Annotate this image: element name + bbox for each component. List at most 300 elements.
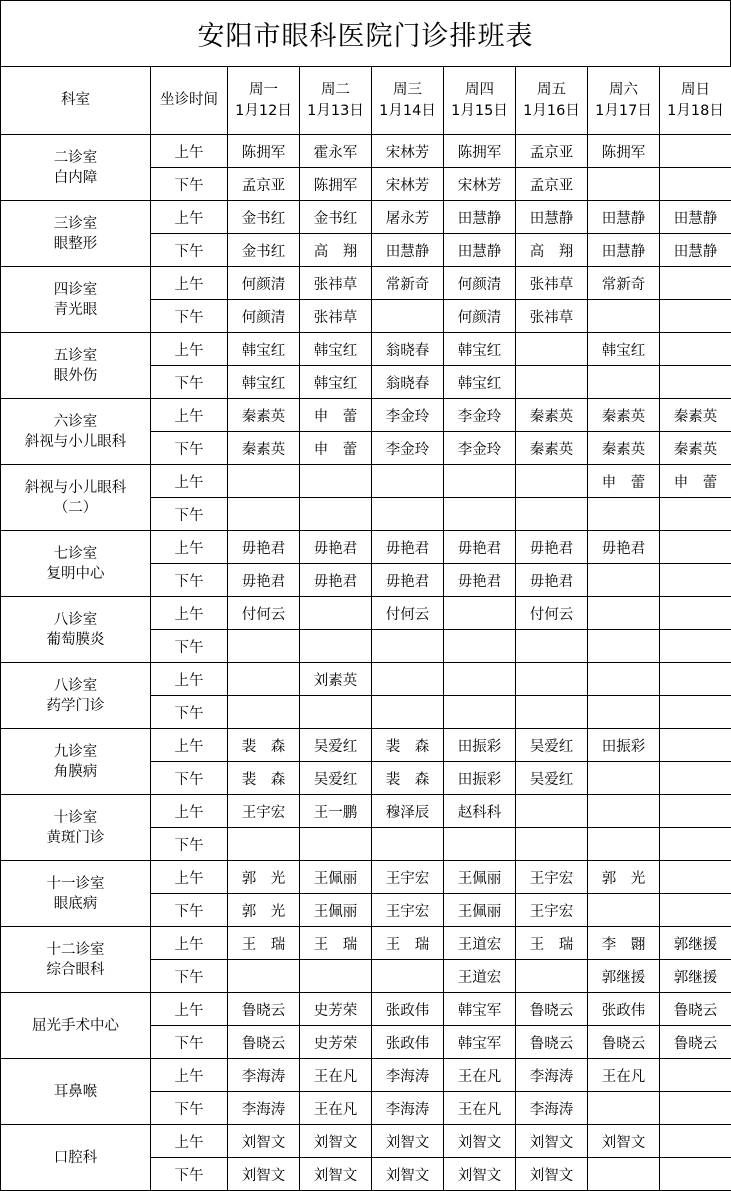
- doctor-cell: 鲁晓云: [516, 1026, 588, 1059]
- doctor-cell: 高 翔: [516, 234, 588, 267]
- doctor-cell: [228, 498, 300, 531]
- table-row: [1, 333, 731, 366]
- dept-name: 屈光手术中心: [32, 1017, 119, 1034]
- day-name: 周日: [681, 81, 710, 98]
- doctor-cell: 刘智文: [372, 1125, 444, 1158]
- dept-name: 三诊室: [53, 215, 98, 232]
- doctor-cell: [300, 696, 372, 729]
- doctor-cell: [660, 861, 731, 894]
- doctor-cell: 毋艳君: [228, 531, 300, 564]
- table-row: [1, 927, 731, 960]
- doctor-cell: 申 蕾: [588, 465, 660, 498]
- doctor-cell: [660, 729, 731, 762]
- doctor-cell: 鲁晓云: [228, 993, 300, 1026]
- doctor-cell: 何颜清: [444, 300, 516, 333]
- doctor-cell: 裴 森: [372, 729, 444, 762]
- doctor-cell: 王宇宏: [516, 894, 588, 927]
- doctor-cell: [516, 333, 588, 366]
- day-name: 周二: [321, 81, 350, 98]
- slot-label: 下午: [151, 498, 228, 531]
- doctor-cell: 李金玲: [372, 432, 444, 465]
- doctor-cell: [588, 300, 660, 333]
- doctor-cell: [444, 597, 516, 630]
- doctor-cell: 毋艳君: [300, 531, 372, 564]
- table-row: [1, 135, 731, 168]
- doctor-cell: 韩宝红: [300, 366, 372, 399]
- dept-name: 八诊室: [53, 677, 98, 694]
- doctor-cell: 张祎草: [300, 267, 372, 300]
- doctor-cell: [588, 696, 660, 729]
- day-date: 1月18日: [667, 102, 724, 119]
- doctor-cell: [516, 663, 588, 696]
- doctor-cell: [588, 894, 660, 927]
- doctor-cell: [516, 630, 588, 663]
- doctor-cell: 王佩丽: [444, 861, 516, 894]
- day-date: 1月12日: [235, 102, 292, 119]
- doctor-cell: [660, 894, 731, 927]
- doctor-cell: [660, 300, 731, 333]
- doctor-cell: 毋艳君: [444, 564, 516, 597]
- dept-cell: [1, 1059, 151, 1125]
- doctor-cell: 郭 光: [228, 894, 300, 927]
- doctor-cell: 刘智文: [516, 1158, 588, 1191]
- header-day: [516, 67, 588, 135]
- doctor-cell: 金书红: [228, 234, 300, 267]
- day-name: 周五: [537, 81, 566, 98]
- doctor-cell: 刘智文: [444, 1125, 516, 1158]
- table-row: [1, 993, 731, 1026]
- slot-label: 下午: [151, 630, 228, 663]
- doctor-cell: [660, 531, 731, 564]
- doctor-cell: 田慧静: [372, 234, 444, 267]
- dept-subtitle: 葡萄膜炎: [46, 631, 105, 648]
- doctor-cell: 王在凡: [300, 1092, 372, 1125]
- slot-label: 下午: [151, 432, 228, 465]
- doctor-cell: 田慧静: [444, 234, 516, 267]
- doctor-cell: [372, 498, 444, 531]
- doctor-cell: 李海涛: [228, 1092, 300, 1125]
- doctor-cell: 吴爱红: [516, 762, 588, 795]
- doctor-cell: [300, 597, 372, 630]
- slot-label: 上午: [151, 729, 228, 762]
- day-date: 1月17日: [595, 102, 652, 119]
- doctor-cell: 王 瑞: [516, 927, 588, 960]
- doctor-cell: 吴爱红: [516, 729, 588, 762]
- table-row: [1, 729, 731, 762]
- doctor-cell: 毋艳君: [588, 531, 660, 564]
- slot-label: 上午: [151, 795, 228, 828]
- doctor-cell: 郭 光: [588, 861, 660, 894]
- dept-cell: [1, 135, 151, 201]
- day-name: 周四: [465, 81, 494, 98]
- dept-name: 十二诊室: [46, 941, 105, 958]
- doctor-cell: [588, 366, 660, 399]
- doctor-cell: 毋艳君: [516, 564, 588, 597]
- doctor-cell: 秦素英: [660, 399, 731, 432]
- day-name: 周三: [393, 81, 422, 98]
- doctor-cell: 秦素英: [228, 399, 300, 432]
- doctor-cell: 毋艳君: [444, 531, 516, 564]
- dept-name: 六诊室: [53, 413, 98, 430]
- table-row: [1, 399, 731, 432]
- slot-label: 上午: [151, 1125, 228, 1158]
- dept-cell: [1, 201, 151, 267]
- doctor-cell: 韩宝红: [588, 333, 660, 366]
- header-day: [228, 67, 300, 135]
- doctor-cell: 秦素英: [660, 432, 731, 465]
- doctor-cell: 李金玲: [372, 399, 444, 432]
- doctor-cell: [516, 696, 588, 729]
- doctor-cell: [588, 1158, 660, 1191]
- slot-label: 下午: [151, 1158, 228, 1191]
- day-date: 1月16日: [523, 102, 580, 119]
- doctor-cell: 田慧静: [444, 201, 516, 234]
- doctor-cell: [660, 1125, 731, 1158]
- doctor-cell: 毋艳君: [516, 531, 588, 564]
- table-row: [1, 795, 731, 828]
- dept-subtitle: 白内障: [53, 169, 98, 186]
- dept-cell: [1, 333, 151, 399]
- doctor-cell: 刘智文: [444, 1158, 516, 1191]
- doctor-cell: 高 翔: [300, 234, 372, 267]
- doctor-cell: 王道宏: [444, 960, 516, 993]
- dept-subtitle: 药学门诊: [46, 697, 105, 714]
- dept-cell: [1, 465, 151, 531]
- dept-subtitle: 眼外伤: [53, 367, 98, 384]
- doctor-cell: 金书红: [228, 201, 300, 234]
- doctor-cell: 鲁晓云: [588, 1026, 660, 1059]
- doctor-cell: 李海涛: [228, 1059, 300, 1092]
- doctor-cell: 韩宝红: [300, 333, 372, 366]
- dept-subtitle: 斜视与小儿眼科: [24, 433, 127, 450]
- doctor-cell: [372, 465, 444, 498]
- doctor-cell: 申 蕾: [660, 465, 731, 498]
- doctor-cell: [444, 828, 516, 861]
- doctor-cell: 赵科科: [444, 795, 516, 828]
- doctor-cell: 张政伟: [372, 993, 444, 1026]
- doctor-cell: [588, 828, 660, 861]
- doctor-cell: 郭继援: [660, 927, 731, 960]
- table-row: [1, 531, 731, 564]
- slot-label: 上午: [151, 927, 228, 960]
- doctor-cell: [372, 828, 444, 861]
- header-day: [300, 67, 372, 135]
- doctor-cell: 张政伟: [372, 1026, 444, 1059]
- doctor-cell: 宋林芳: [444, 168, 516, 201]
- doctor-cell: 吴爱红: [300, 762, 372, 795]
- table-row: [1, 663, 731, 696]
- doctor-cell: 韩宝红: [228, 333, 300, 366]
- doctor-cell: 常新奇: [588, 267, 660, 300]
- slot-label: 上午: [151, 201, 228, 234]
- doctor-cell: 田慧静: [660, 201, 731, 234]
- doctor-cell: 刘智文: [228, 1125, 300, 1158]
- slot-label: 上午: [151, 861, 228, 894]
- doctor-cell: 吴爱红: [300, 729, 372, 762]
- dept-name: 七诊室: [53, 545, 98, 562]
- doctor-cell: [228, 663, 300, 696]
- doctor-cell: 王在凡: [300, 1059, 372, 1092]
- doctor-cell: 郭 光: [228, 861, 300, 894]
- doctor-cell: 秦素英: [228, 432, 300, 465]
- header-day: [588, 67, 660, 135]
- header-row: [1, 67, 731, 135]
- doctor-cell: [660, 333, 731, 366]
- schedule-body: [1, 135, 731, 1191]
- doctor-cell: [660, 663, 731, 696]
- doctor-cell: 李海涛: [372, 1092, 444, 1125]
- dept-name: 四诊室: [53, 281, 98, 298]
- slot-label: 下午: [151, 828, 228, 861]
- dept-cell: [1, 663, 151, 729]
- doctor-cell: 史芳荣: [300, 993, 372, 1026]
- doctor-cell: 陈拥军: [228, 135, 300, 168]
- doctor-cell: 毋艳君: [228, 564, 300, 597]
- doctor-cell: 张祎草: [516, 267, 588, 300]
- doctor-cell: 陈拥军: [300, 168, 372, 201]
- doctor-cell: 史芳荣: [300, 1026, 372, 1059]
- doctor-cell: 张祎草: [516, 300, 588, 333]
- doctor-cell: 田慧静: [588, 201, 660, 234]
- doctor-cell: [660, 828, 731, 861]
- doctor-cell: 裴 森: [372, 762, 444, 795]
- slot-label: 下午: [151, 234, 228, 267]
- doctor-cell: [588, 168, 660, 201]
- table-row: [1, 861, 731, 894]
- doctor-cell: 刘智文: [300, 1125, 372, 1158]
- doctor-cell: [516, 366, 588, 399]
- slot-label: 下午: [151, 168, 228, 201]
- doctor-cell: 田慧静: [588, 234, 660, 267]
- doctor-cell: [588, 663, 660, 696]
- day-date: 1月15日: [451, 102, 508, 119]
- doctor-cell: 毋艳君: [372, 564, 444, 597]
- dept-cell: [1, 1125, 151, 1191]
- doctor-cell: 陈拥军: [444, 135, 516, 168]
- dept-subtitle: 黄斑门诊: [46, 829, 105, 846]
- slot-label: 下午: [151, 1092, 228, 1125]
- doctor-cell: 何颜清: [228, 267, 300, 300]
- doctor-cell: 付何云: [372, 597, 444, 630]
- doctor-cell: [660, 1092, 731, 1125]
- dept-name: 十一诊室: [46, 875, 105, 892]
- doctor-cell: 王 瑞: [228, 927, 300, 960]
- doctor-cell: [372, 663, 444, 696]
- doctor-cell: [444, 498, 516, 531]
- doctor-cell: 李金玲: [444, 432, 516, 465]
- doctor-cell: 王佩丽: [300, 861, 372, 894]
- doctor-cell: [588, 498, 660, 531]
- doctor-cell: 田振彩: [444, 729, 516, 762]
- table-row: [1, 465, 731, 498]
- doctor-cell: 张政伟: [588, 993, 660, 1026]
- doctor-cell: [444, 696, 516, 729]
- doctor-cell: 孟京亚: [228, 168, 300, 201]
- header-time: 坐诊时间: [151, 67, 228, 135]
- dept-subtitle: 复明中心: [46, 565, 105, 582]
- schedule-table: [0, 66, 731, 1191]
- slot-label: 上午: [151, 399, 228, 432]
- doctor-cell: 田慧静: [660, 234, 731, 267]
- doctor-cell: [300, 960, 372, 993]
- doctor-cell: 王 瑞: [372, 927, 444, 960]
- dept-cell: [1, 597, 151, 663]
- doctor-cell: [588, 795, 660, 828]
- doctor-cell: [228, 960, 300, 993]
- doctor-cell: 孟京亚: [516, 135, 588, 168]
- doctor-cell: [228, 630, 300, 663]
- doctor-cell: [660, 1059, 731, 1092]
- doctor-cell: 李 翾: [588, 927, 660, 960]
- doctor-cell: [660, 366, 731, 399]
- slot-label: 下午: [151, 300, 228, 333]
- doctor-cell: 孟京亚: [516, 168, 588, 201]
- doctor-cell: 鲁晓云: [516, 993, 588, 1026]
- doctor-cell: 刘智文: [228, 1158, 300, 1191]
- doctor-cell: 裴 森: [228, 762, 300, 795]
- doctor-cell: 王宇宏: [516, 861, 588, 894]
- doctor-cell: 毋艳君: [372, 531, 444, 564]
- doctor-cell: 王佩丽: [444, 894, 516, 927]
- dept-cell: [1, 531, 151, 597]
- day-name: 周六: [609, 81, 638, 98]
- doctor-cell: [516, 465, 588, 498]
- doctor-cell: [588, 762, 660, 795]
- header-day: [660, 67, 731, 135]
- doctor-cell: [588, 630, 660, 663]
- doctor-cell: 秦素英: [588, 432, 660, 465]
- doctor-cell: 王在凡: [444, 1092, 516, 1125]
- table-row: [1, 597, 731, 630]
- slot-label: 下午: [151, 696, 228, 729]
- doctor-cell: 刘智文: [300, 1158, 372, 1191]
- doctor-cell: [300, 498, 372, 531]
- slot-label: 上午: [151, 993, 228, 1026]
- doctor-cell: 田振彩: [588, 729, 660, 762]
- dept-cell: [1, 927, 151, 993]
- day-name: 周一: [249, 81, 278, 98]
- doctor-cell: 王 瑞: [300, 927, 372, 960]
- slot-label: 下午: [151, 1026, 228, 1059]
- doctor-cell: [588, 597, 660, 630]
- doctor-cell: 毋艳君: [300, 564, 372, 597]
- slot-label: 上午: [151, 1059, 228, 1092]
- doctor-cell: 李海涛: [516, 1092, 588, 1125]
- doctor-cell: 刘智文: [372, 1158, 444, 1191]
- doctor-cell: 鲁晓云: [228, 1026, 300, 1059]
- dept-subtitle: 眼底病: [53, 895, 98, 912]
- doctor-cell: 鲁晓云: [660, 993, 731, 1026]
- day-date: 1月14日: [379, 102, 436, 119]
- dept-cell: [1, 267, 151, 333]
- doctor-cell: [444, 630, 516, 663]
- table-row: [1, 201, 731, 234]
- slot-label: 上午: [151, 465, 228, 498]
- slot-label: 上午: [151, 333, 228, 366]
- doctor-cell: [444, 663, 516, 696]
- doctor-cell: 翁晓春: [372, 366, 444, 399]
- doctor-cell: 韩宝军: [444, 993, 516, 1026]
- header-day: [444, 67, 516, 135]
- slot-label: 下午: [151, 366, 228, 399]
- doctor-cell: 王宇宏: [228, 795, 300, 828]
- dept-subtitle: （二）: [53, 499, 98, 516]
- doctor-cell: [516, 795, 588, 828]
- doctor-cell: [228, 465, 300, 498]
- doctor-cell: 金书红: [300, 201, 372, 234]
- doctor-cell: [660, 267, 731, 300]
- doctor-cell: 李海涛: [372, 1059, 444, 1092]
- doctor-cell: [660, 696, 731, 729]
- doctor-cell: 申 蕾: [300, 432, 372, 465]
- dept-subtitle: 青光眼: [53, 301, 98, 318]
- dept-name: 八诊室: [53, 611, 98, 628]
- doctor-cell: 刘智文: [588, 1125, 660, 1158]
- slot-label: 下午: [151, 960, 228, 993]
- doctor-cell: [588, 564, 660, 597]
- doctor-cell: [300, 828, 372, 861]
- doctor-cell: 裴 森: [228, 729, 300, 762]
- doctor-cell: 宋林芳: [372, 135, 444, 168]
- doctor-cell: 韩宝军: [444, 1026, 516, 1059]
- doctor-cell: [660, 630, 731, 663]
- doctor-cell: [660, 135, 731, 168]
- doctor-cell: 田振彩: [444, 762, 516, 795]
- doctor-cell: [300, 465, 372, 498]
- doctor-cell: [372, 630, 444, 663]
- doctor-cell: 付何云: [516, 597, 588, 630]
- dept-cell: [1, 399, 151, 465]
- doctor-cell: 宋林芳: [372, 168, 444, 201]
- dept-cell: [1, 795, 151, 861]
- doctor-cell: 常新奇: [372, 267, 444, 300]
- doctor-cell: 田慧静: [516, 201, 588, 234]
- doctor-cell: 何颜清: [228, 300, 300, 333]
- doctor-cell: [516, 960, 588, 993]
- doctor-cell: 申 蕾: [300, 399, 372, 432]
- doctor-cell: 何颜清: [444, 267, 516, 300]
- dept-cell: [1, 729, 151, 795]
- doctor-cell: [660, 795, 731, 828]
- dept-subtitle: 综合眼科: [46, 961, 105, 978]
- doctor-cell: 翁晓春: [372, 333, 444, 366]
- dept-name: 九诊室: [53, 743, 98, 760]
- doctor-cell: [228, 696, 300, 729]
- doctor-cell: 王在凡: [588, 1059, 660, 1092]
- doctor-cell: [660, 762, 731, 795]
- dept-name: 二诊室: [53, 149, 98, 166]
- page-title: 安阳市眼科医院门诊排班表: [0, 0, 731, 66]
- doctor-cell: [516, 498, 588, 531]
- doctor-cell: 王宇宏: [372, 894, 444, 927]
- doctor-cell: 王道宏: [444, 927, 516, 960]
- doctor-cell: [228, 828, 300, 861]
- doctor-cell: 韩宝红: [444, 366, 516, 399]
- doctor-cell: 穆泽辰: [372, 795, 444, 828]
- doctor-cell: 霍永军: [300, 135, 372, 168]
- doctor-cell: [372, 960, 444, 993]
- doctor-cell: 王佩丽: [300, 894, 372, 927]
- doctor-cell: [516, 828, 588, 861]
- doctor-cell: 鲁晓云: [660, 1026, 731, 1059]
- slot-label: 上午: [151, 663, 228, 696]
- doctor-cell: 付何云: [228, 597, 300, 630]
- doctor-cell: 李金玲: [444, 399, 516, 432]
- dept-subtitle: 眼整形: [53, 235, 98, 252]
- table-row: [1, 1125, 731, 1158]
- doctor-cell: 韩宝红: [444, 333, 516, 366]
- doctor-cell: [660, 1158, 731, 1191]
